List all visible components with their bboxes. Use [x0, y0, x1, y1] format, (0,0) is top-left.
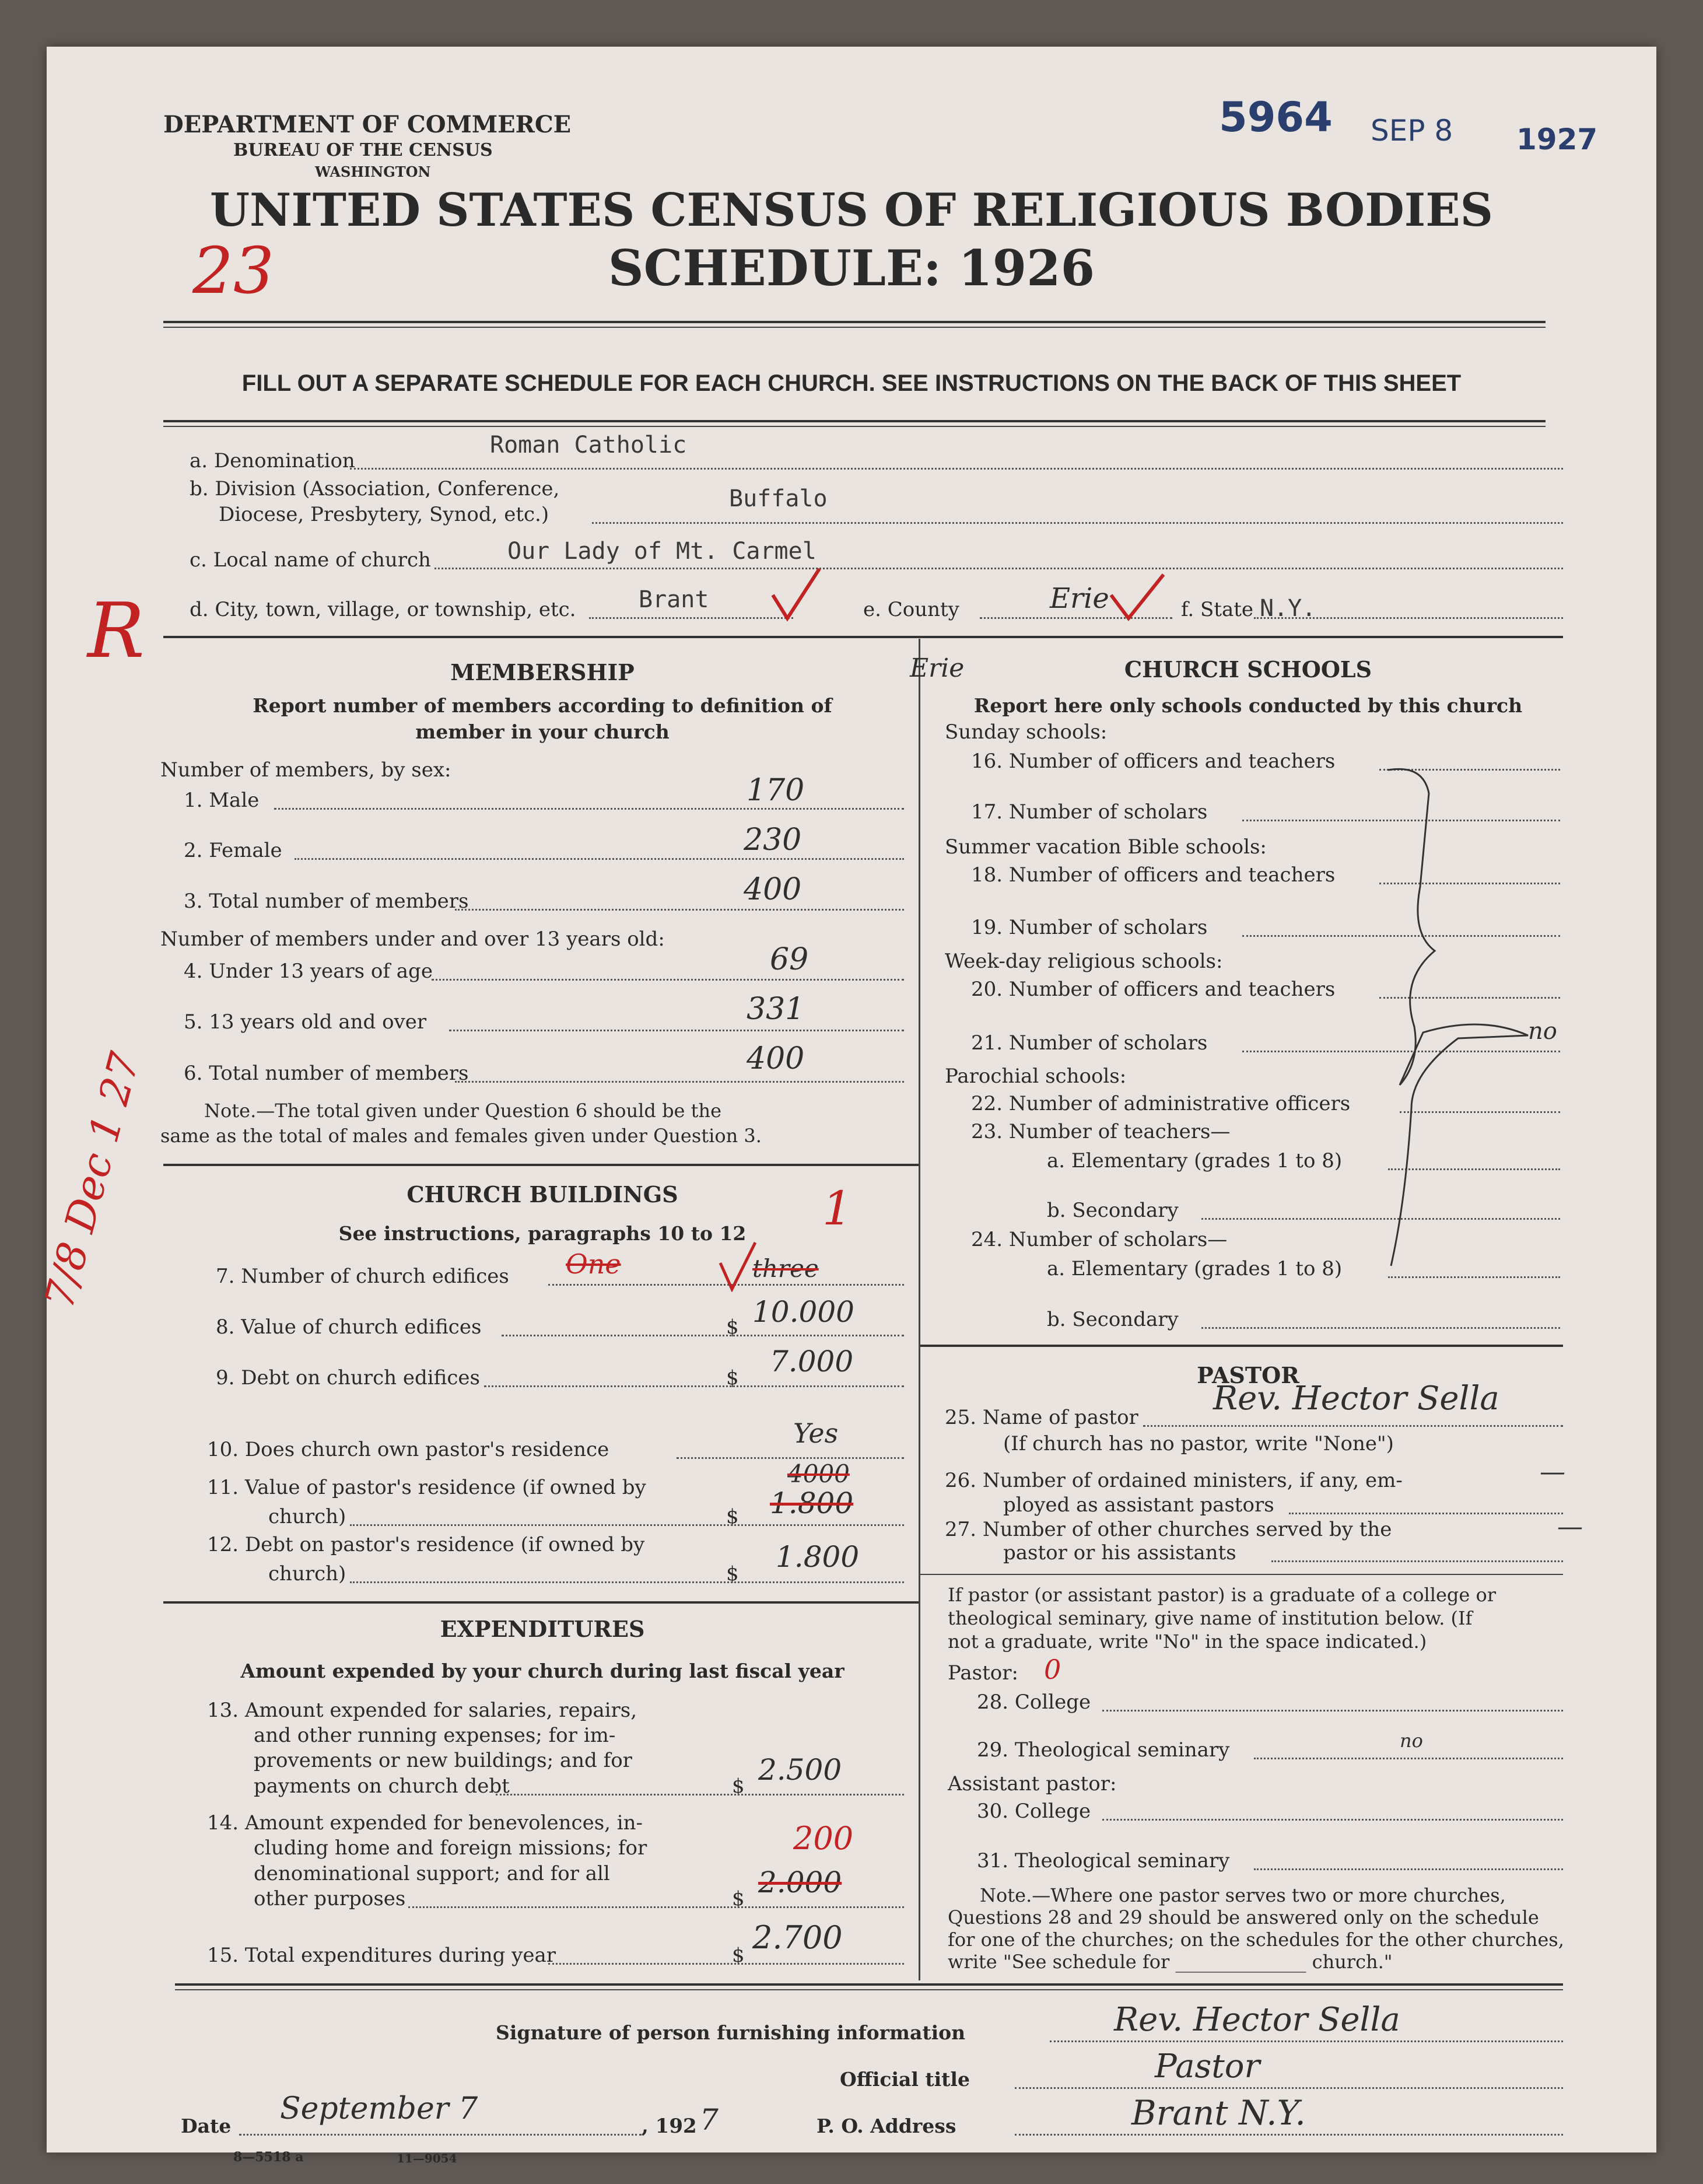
q12-value[interactable]: 1.800 [776, 1540, 860, 1574]
form-number: 8—5518 a [233, 2150, 304, 2165]
q11-label: 11. Value of pastor's residence (if owned by [207, 1476, 646, 1499]
instruction-rule [163, 420, 1546, 422]
q11-dollar: $ [726, 1505, 739, 1528]
q10-value[interactable]: Yes [793, 1418, 839, 1449]
buildings-subtitle: See instructions, paragraphs 10 to 12 [338, 1222, 747, 1245]
q13-dollar: $ [732, 1774, 745, 1798]
q25-value[interactable]: Rev. Hector Sella [1213, 1380, 1499, 1418]
q6-label: 6. Total number of members [184, 1062, 469, 1085]
sunday-schools-label: Sunday schools: [945, 720, 1108, 744]
q8-value[interactable]: 10.000 [752, 1295, 854, 1329]
received-stamp-date: SEP 8 [1371, 114, 1453, 148]
bureau-heading: BUREAU OF THE CENSUS [233, 140, 493, 160]
q3-line [455, 909, 904, 911]
q11-struck-value: 4000 [787, 1460, 850, 1488]
q29-value[interactable]: no [1400, 1730, 1423, 1752]
members-by-sex-label: Number of members, by sex: [160, 758, 451, 782]
q25-line [1143, 1425, 1563, 1427]
q2-value[interactable]: 230 [744, 822, 802, 858]
city-label: d. City, town, village, or township, etc. [190, 598, 576, 621]
q13-label-3: provements or new buildings; and for [254, 1749, 632, 1772]
red-check-q7 [717, 1240, 758, 1292]
members-by-age-label: Number of members under and over 13 years old: [160, 928, 665, 951]
footer-rule [175, 1983, 1563, 1986]
signature-value[interactable]: Rev. Hector Sella [1114, 2001, 1400, 2039]
membership-subtitle-2: member in your church [415, 720, 670, 743]
q9-dollar: $ [726, 1366, 739, 1390]
po-address-value[interactable]: Brant N.Y. [1131, 2093, 1306, 2133]
q8-label: 8. Value of church edifices [216, 1315, 482, 1339]
q26-value[interactable]: — [1540, 1457, 1565, 1487]
q12-line [350, 1581, 904, 1583]
q31-line [1254, 1868, 1563, 1870]
membership-title: MEMBERSHIP [450, 659, 635, 685]
pastor-title: PASTOR [1197, 1362, 1299, 1388]
q1-value[interactable]: 170 [747, 773, 805, 808]
q9-line [484, 1385, 904, 1387]
q21-label: 21. Number of scholars [971, 1031, 1208, 1055]
received-stamp-year: 1927 [1516, 123, 1598, 156]
official-title-value[interactable]: Pastor [1155, 2048, 1260, 2085]
county-label: e. County [863, 598, 959, 621]
q1-line [274, 808, 904, 810]
q10-line [677, 1457, 904, 1459]
q6-value[interactable]: 400 [747, 1041, 805, 1076]
schedule-title: SCHEDULE: 1926 [608, 239, 1095, 297]
q14-label-2: cluding home and foreign missions; for [254, 1836, 647, 1860]
church-name-line [434, 568, 1563, 569]
expenditures-title: EXPENDITURES [440, 1616, 645, 1642]
q24a-line [1388, 1276, 1560, 1278]
schools-bracket-mark [1388, 758, 1656, 1272]
q21-value[interactable]: no [1528, 1018, 1557, 1045]
schools-subtitle: Report here only schools conducted by this church [973, 694, 1523, 717]
q10-label: 10. Does church own pastor's residence [207, 1438, 609, 1461]
q27-value[interactable]: — [1557, 1512, 1583, 1542]
membership-subtitle: Report number of members according to definition of [253, 694, 832, 717]
q12-label: 12. Debt on pastor's residence (if owned by [207, 1533, 645, 1556]
q6-line [455, 1081, 904, 1083]
date-year-value[interactable]: 7 [700, 2103, 719, 2137]
q23b-label: b. Secondary [1047, 1199, 1179, 1222]
department-heading: DEPARTMENT OF COMMERCE [163, 111, 572, 138]
membership-note: Note.—The total given under Question 6 should be the [204, 1100, 722, 1122]
schools-title: CHURCH SCHOOLS [1124, 656, 1372, 682]
column-divider [919, 639, 920, 1980]
q11-label-2: church) [268, 1505, 346, 1528]
date-year-prefix: , 192 [642, 2115, 697, 2138]
division-value[interactable]: Buffalo [729, 485, 828, 512]
q14-red-value: 200 [793, 1820, 854, 1857]
q27-label-2: pastor or his assistants [1003, 1541, 1236, 1564]
instruction-rule-2 [163, 426, 1546, 427]
q4-value[interactable]: 69 [770, 942, 809, 977]
header-rule-2 [163, 327, 1546, 328]
q19-label: 19. Number of scholars [971, 916, 1208, 939]
q1-label: 1. Male [184, 789, 260, 812]
q15-line [548, 1963, 904, 1965]
pastor-note-4: write "See schedule for ______________ church." [948, 1951, 1393, 1973]
q27-line [1271, 1560, 1563, 1562]
q15-value[interactable]: 2.700 [752, 1919, 843, 1956]
q7-struck-value: One [566, 1248, 621, 1280]
q23-label: 23. Number of teachers— [971, 1120, 1231, 1143]
q25-note: (If church has no pastor, write "None") [1003, 1432, 1394, 1455]
q7-label: 7. Number of church edifices [216, 1265, 509, 1288]
q30-line [1102, 1819, 1563, 1821]
q15-dollar: $ [732, 1944, 745, 1967]
q28-label: 28. College [977, 1690, 1091, 1714]
q13-label: 13. Amount expended for salaries, repairs, [207, 1699, 637, 1722]
graduate-instructions: If pastor (or assistant pastor) is a graduate of a college or [948, 1584, 1497, 1606]
division-line [592, 522, 1563, 524]
q18-label: 18. Number of officers and teachers [971, 863, 1336, 887]
red-annotation-23: 23 [192, 233, 274, 308]
red-side-annotation: 7/8 Dec 1 27 [35, 1047, 149, 1314]
q9-label: 9. Debt on church edifices [216, 1366, 480, 1390]
q2-line [295, 858, 904, 860]
footer-rule-2 [175, 1989, 1563, 1990]
q15-label: 15. Total expenditures during year [207, 1944, 556, 1967]
q16-label: 16. Number of officers and teachers [971, 750, 1336, 773]
q22-label: 22. Number of administrative officers [971, 1092, 1351, 1115]
q24a-label: a. Elementary (grades 1 to 8) [1047, 1257, 1343, 1280]
q24b-label: b. Secondary [1047, 1308, 1179, 1331]
denomination-label: a. Denomination [190, 449, 355, 473]
date-line [239, 2134, 642, 2136]
q14-label-4: other purposes [254, 1887, 406, 1910]
q14-dollar: $ [732, 1887, 745, 1910]
signature-label: Signature of person furnishing information [496, 2021, 966, 2044]
identity-rule [163, 636, 1563, 638]
official-title-label: Official title [840, 2068, 970, 2091]
q12-dollar: $ [726, 1562, 739, 1586]
buildings-title: CHURCH BUILDINGS [407, 1181, 678, 1208]
denomination-line [350, 468, 1563, 470]
q5-value[interactable]: 331 [747, 992, 805, 1027]
city-value[interactable]: Brant [639, 586, 709, 613]
parochial-schools-label: Parochial schools: [945, 1065, 1127, 1088]
red-check-county [1108, 572, 1166, 624]
division-label: b. Division (Association, Conference, [190, 477, 560, 501]
q14-label-3: denominational support; and for all [254, 1862, 610, 1885]
state-line [1254, 617, 1563, 619]
po-address-line [1015, 2134, 1563, 2136]
q30-label: 30. College [977, 1800, 1091, 1823]
city-heading: WASHINGTON [315, 163, 431, 180]
summer-schools-label: Summer vacation Bible schools: [945, 835, 1267, 859]
official-title-line [1015, 2087, 1563, 2089]
q2-label: 2. Female [184, 839, 282, 862]
q14-label: 14. Amount expended for benevolences, in- [207, 1811, 643, 1835]
q24b-line [1201, 1327, 1560, 1329]
q9-value[interactable]: 7.000 [770, 1345, 854, 1378]
church-name-label: c. Local name of church [190, 548, 431, 572]
q11-value[interactable]: 1.800 [770, 1486, 854, 1520]
q23a-label: a. Elementary (grades 1 to 8) [1047, 1149, 1343, 1172]
pastor-note-3: for one of the churches; on the schedules for the other churches, [948, 1929, 1564, 1951]
q7-value[interactable]: 1 [822, 1181, 852, 1236]
pastor-rule [920, 1574, 1563, 1575]
graduate-instructions-2: theological seminary, give name of institution below. (If [948, 1607, 1473, 1629]
census-form-sheet [35, 47, 1656, 2165]
q11-line [350, 1524, 904, 1526]
print-number: 11—9054 [397, 2151, 457, 2165]
q4-line [432, 979, 904, 981]
q14-line [408, 1906, 904, 1908]
state-value[interactable]: N.Y. [1260, 595, 1316, 622]
q3-label: 3. Total number of members [184, 890, 469, 913]
schools-rule [920, 1345, 1563, 1347]
q26-line [1289, 1513, 1563, 1514]
q4-label: 4. Under 13 years of age [184, 960, 433, 983]
q13-label-2: and other running expenses; for im- [254, 1724, 616, 1747]
q29-line [1254, 1758, 1563, 1759]
church-name-value[interactable]: Our Lady of Mt. Carmel [507, 538, 817, 565]
q5-line [449, 1030, 904, 1031]
q25-label: 25. Name of pastor [945, 1406, 1138, 1429]
red-annotation-r: R [87, 586, 145, 675]
signature-line [1050, 2041, 1563, 2042]
date-value[interactable]: September 7 [280, 2091, 478, 2126]
q24-label: 24. Number of scholars— [971, 1228, 1228, 1251]
red-check-city [770, 566, 822, 624]
pastor-sub-label: Pastor: [948, 1661, 1018, 1685]
weekday-schools-label: Week-day religious schools: [945, 950, 1223, 973]
q17-label: 17. Number of scholars [971, 800, 1208, 824]
q26-label: 26. Number of ordained ministers, if any, em- [945, 1469, 1403, 1492]
q5-label: 5. 13 years old and over [184, 1010, 427, 1034]
assistant-pastor-label: Assistant pastor: [948, 1772, 1117, 1796]
erie-note: Erie [910, 653, 965, 683]
q8-line [502, 1335, 904, 1336]
q13-label-4: payments on church debt [254, 1774, 510, 1798]
po-address-label: P. O. Address [817, 2115, 956, 2137]
form-title: UNITED STATES CENSUS OF RELIGIOUS BODIES [210, 184, 1493, 237]
instruction-banner: FILL OUT A SEPARATE SCHEDULE FOR EACH CHURCH. SEE INSTRUCTIONS ON THE BACK OF THIS SHEET [241, 370, 1462, 396]
pastor-note-2: Questions 28 and 29 should be answered only on the schedule [948, 1906, 1539, 1929]
denomination-value[interactable]: Roman Catholic [490, 432, 687, 459]
q12-label-2: church) [268, 1562, 346, 1586]
state-label: f. State [1181, 598, 1253, 621]
header-rule [163, 321, 1546, 323]
q13-line [496, 1794, 904, 1796]
q20-label: 20. Number of officers and teachers [971, 978, 1336, 1001]
q27-label: 27. Number of other churches served by the [945, 1518, 1392, 1541]
received-stamp-number: 5964 [1219, 93, 1333, 141]
buildings-rule [163, 1601, 919, 1604]
date-label: Date [181, 2115, 232, 2137]
expenditures-subtitle: Amount expended by your church during last fiscal year [240, 1660, 845, 1682]
membership-rule [163, 1164, 919, 1166]
q29-label: 29. Theological seminary [977, 1738, 1230, 1762]
q13-value[interactable]: 2.500 [758, 1753, 842, 1787]
pastor-red-mark: 0 [1044, 1654, 1061, 1685]
pastor-note: Note.—Where one pastor serves two or more churches, [980, 1884, 1506, 1906]
q8-dollar: $ [726, 1315, 739, 1339]
q14-value[interactable]: 2.000 [758, 1866, 842, 1899]
county-value[interactable]: Erie [1050, 582, 1109, 615]
q26-label-2: ployed as assistant pastors [1003, 1493, 1274, 1517]
q28-line [1102, 1710, 1563, 1712]
division-label-2: Diocese, Presbytery, Synod, etc.) [219, 503, 549, 526]
city-line [589, 617, 793, 619]
q7-struck-value-2: three [752, 1254, 819, 1283]
membership-note-2: same as the total of males and females given under Question 3. [160, 1125, 762, 1147]
q31-label: 31. Theological seminary [977, 1849, 1230, 1873]
graduate-instructions-3: not a graduate, write "No" in the space indicated.) [948, 1630, 1427, 1653]
q3-value[interactable]: 400 [744, 872, 802, 907]
